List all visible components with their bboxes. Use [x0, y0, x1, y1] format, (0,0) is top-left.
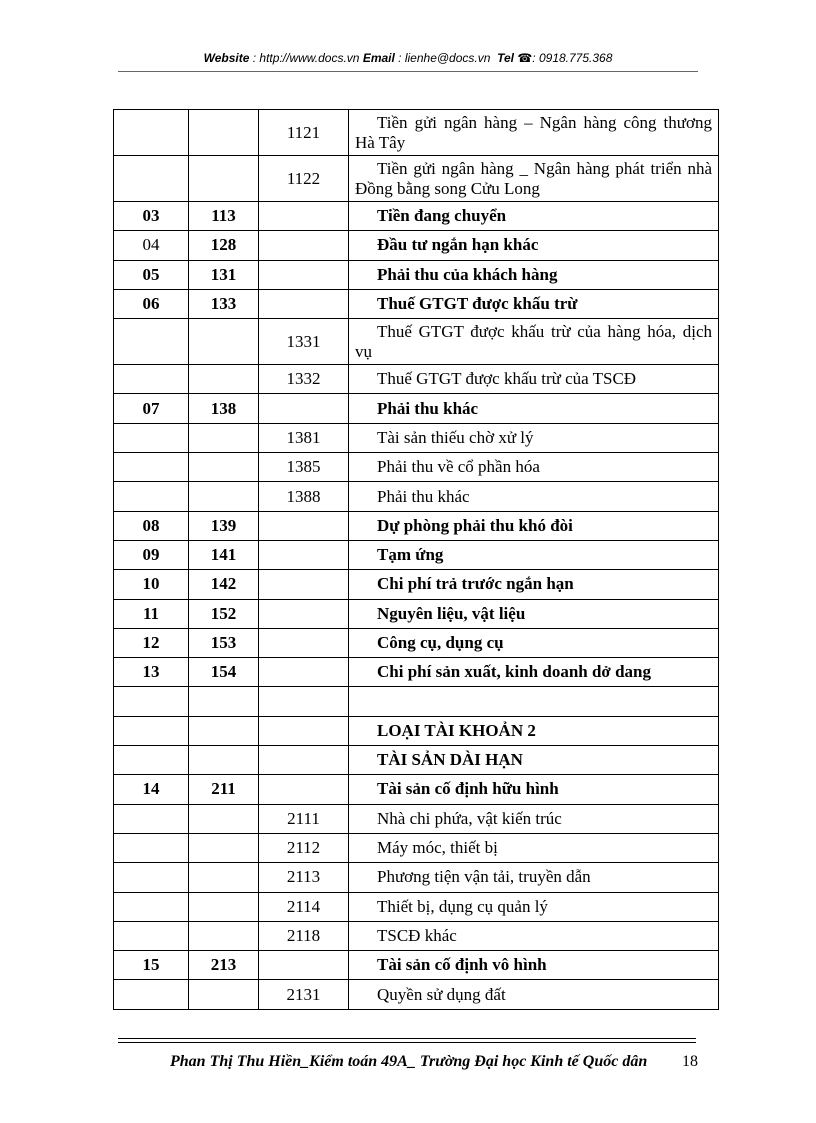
sub-account-code-cell: 2111 [259, 804, 349, 833]
tel-value: : 0918.775.368 [532, 51, 613, 65]
level-cell [114, 156, 189, 202]
account-name-text: Dự phòng phải thu khó đòi [377, 515, 573, 535]
level-cell: 10 [114, 570, 189, 599]
account-name-text: Phải thu khác [377, 486, 470, 506]
account-code-cell: 128 [189, 231, 259, 260]
account-name-cell [349, 202, 719, 231]
account-name-cell [349, 775, 719, 804]
table-row [114, 775, 719, 804]
account-name-cell [349, 951, 719, 980]
account-name-text: Máy móc, thiết bị [377, 838, 498, 858]
sub-account-code-cell [259, 540, 349, 569]
table-row [114, 746, 719, 775]
email-value[interactable]: lienhe@docs.vn [404, 51, 491, 65]
account-name-text: Tạm ứng [377, 545, 444, 565]
account-name-text: Tiền gửi ngân hàng – Ngân hàng công thương Hà Tây [355, 112, 712, 152]
table-row [114, 260, 719, 289]
level-cell [114, 423, 189, 452]
account-name-cell [349, 716, 719, 745]
sub-account-code-cell: 1121 [259, 110, 349, 156]
table-row [114, 863, 719, 892]
tel-label: Tel [497, 51, 514, 65]
account-name-text: TSCĐ khác [377, 925, 457, 945]
account-name-cell [349, 892, 719, 921]
account-code-cell: 152 [189, 599, 259, 628]
table-row [114, 482, 719, 511]
footer-author: Phan Thị Thu Hiền_Kiểm toán 49A_ Trường Đại học Kinh tế Quốc dân [170, 1053, 648, 1070]
account-name-text: Chi phí trả trước ngắn hạn [377, 574, 574, 594]
level-cell [114, 453, 189, 482]
website-label: Website [203, 51, 250, 65]
account-code-cell: 213 [189, 951, 259, 980]
sub-account-code-cell [259, 775, 349, 804]
footer-divider-top [118, 1038, 696, 1039]
level-cell: 13 [114, 658, 189, 687]
table-row [114, 628, 719, 657]
table-row [114, 511, 719, 540]
account-name-text: Phải thu khác [377, 398, 479, 418]
account-name-text: Tiền đang chuyển [377, 206, 507, 226]
account-code-cell: 141 [189, 540, 259, 569]
level-cell [114, 746, 189, 775]
account-code-cell: 154 [189, 658, 259, 687]
level-cell [114, 110, 189, 156]
account-name-cell [349, 423, 719, 452]
sub-account-code-cell: 1332 [259, 365, 349, 394]
account-name-text: Thuế GTGT được khấu trừ [377, 294, 578, 314]
account-name-cell [349, 260, 719, 289]
account-name-cell [349, 746, 719, 775]
account-name-text: Chi phí sản xuất, kinh doanh dở dang [377, 662, 652, 682]
sub-account-code-cell [259, 628, 349, 657]
email-label: Email [362, 51, 395, 65]
account-name-cell [349, 365, 719, 394]
account-name-cell [349, 453, 719, 482]
table-row [114, 687, 719, 716]
website-url[interactable]: http://www.docs.vn [259, 51, 360, 65]
account-code-cell [189, 833, 259, 862]
account-name-cell [349, 540, 719, 569]
phone-icon: ☎ [517, 51, 533, 65]
account-code-cell: 211 [189, 775, 259, 804]
sub-account-code-cell [259, 511, 349, 540]
account-name-cell [349, 110, 719, 156]
table-row [114, 319, 719, 365]
account-code-cell [189, 716, 259, 745]
account-name-cell [349, 156, 719, 202]
account-name-cell [349, 687, 719, 716]
table-row [114, 289, 719, 318]
account-name-text: Tài sản cố định vô hình [377, 955, 547, 975]
level-cell: 15 [114, 951, 189, 980]
account-code-cell [189, 423, 259, 452]
level-cell: 04 [114, 231, 189, 260]
table-row [114, 423, 719, 452]
sub-account-code-cell: 2112 [259, 833, 349, 862]
account-table [113, 109, 719, 1010]
level-cell: 07 [114, 394, 189, 423]
account-name-cell [349, 289, 719, 318]
level-cell [114, 980, 189, 1009]
level-cell [114, 319, 189, 365]
sub-account-code-cell: 2113 [259, 863, 349, 892]
account-code-cell [189, 921, 259, 950]
email-separator: : [394, 51, 405, 65]
account-name-text: Tiền gửi ngân hàng _ Ngân hàng phát triển nhà Đồng bằng song Cửu Long [355, 158, 712, 198]
sub-account-code-cell: 1122 [259, 156, 349, 202]
account-name-text: Công cụ, dụng cụ [377, 633, 504, 652]
sub-account-code-cell: 2118 [259, 921, 349, 950]
table-row [114, 202, 719, 231]
account-table-body [114, 110, 719, 1010]
table-row [114, 231, 719, 260]
table-row [114, 110, 719, 156]
sub-account-code-cell: 1385 [259, 453, 349, 482]
account-name-text: Tài sản cố định hữu hình [377, 779, 559, 799]
table-row [114, 892, 719, 921]
account-code-cell [189, 319, 259, 365]
account-code-cell: 113 [189, 202, 259, 231]
table-row [114, 156, 719, 202]
table-row [114, 570, 719, 599]
account-code-cell: 142 [189, 570, 259, 599]
table-row [114, 833, 719, 862]
level-cell: 06 [114, 289, 189, 318]
page-number: 18 [682, 1053, 698, 1070]
level-cell [114, 804, 189, 833]
sub-account-code-cell [259, 289, 349, 318]
account-name-cell [349, 804, 719, 833]
account-name-text: Phải thu về cổ phần hóa [377, 457, 540, 477]
account-code-cell [189, 110, 259, 156]
account-code-cell: 133 [189, 289, 259, 318]
account-code-cell [189, 453, 259, 482]
table-row [114, 599, 719, 628]
account-name-text: Thiết bị, dụng cụ quản lý [377, 896, 548, 916]
website-separator: : [249, 51, 260, 65]
sub-account-code-cell: 1388 [259, 482, 349, 511]
sub-account-code-cell [259, 202, 349, 231]
sub-account-code-cell [259, 260, 349, 289]
level-cell [114, 716, 189, 745]
table-row [114, 540, 719, 569]
account-name-cell [349, 319, 719, 365]
account-name-text: Quyền sử dụng đất [377, 984, 506, 1004]
table-row [114, 980, 719, 1009]
sub-account-code-cell [259, 716, 349, 745]
table-row [114, 394, 719, 423]
table-row [114, 921, 719, 950]
sub-account-code-cell [259, 951, 349, 980]
sub-account-code-cell: 2114 [259, 892, 349, 921]
account-name-text: Thuế GTGT được khấu trừ của hàng hóa, dịch vụ [355, 321, 712, 361]
table-row [114, 804, 719, 833]
level-cell: 12 [114, 628, 189, 657]
account-name-text: Tài sản thiếu chờ xử lý [377, 427, 534, 447]
account-name-text: Phải thu của khách hàng [377, 264, 558, 284]
level-cell: 08 [114, 511, 189, 540]
level-cell [114, 687, 189, 716]
level-cell [114, 833, 189, 862]
table-row [114, 453, 719, 482]
sub-account-code-cell: 2131 [259, 980, 349, 1009]
account-name-text: Phương tiện vận tải, truyền dẫn [377, 867, 591, 887]
table-row [114, 365, 719, 394]
account-name-cell [349, 658, 719, 687]
account-code-cell [189, 980, 259, 1009]
level-cell [114, 365, 189, 394]
level-cell [114, 892, 189, 921]
level-cell: 03 [114, 202, 189, 231]
account-code-cell [189, 863, 259, 892]
sub-account-code-cell [259, 231, 349, 260]
account-name-text: Thuế GTGT được khấu trừ của TSCĐ [377, 369, 637, 389]
account-name-cell [349, 628, 719, 657]
account-name-cell [349, 482, 719, 511]
level-cell: 05 [114, 260, 189, 289]
sub-account-code-cell [259, 658, 349, 687]
account-code-cell [189, 892, 259, 921]
account-name-text: Đầu tư ngắn hạn khác [377, 235, 539, 255]
account-code-cell [189, 746, 259, 775]
sub-account-code-cell [259, 599, 349, 628]
sub-account-code-cell: 1331 [259, 319, 349, 365]
page-header [0, 51, 816, 65]
sub-account-code-cell [259, 746, 349, 775]
level-cell: 11 [114, 599, 189, 628]
table-row [114, 716, 719, 745]
header-divider [118, 71, 698, 72]
account-name-text: Nguyên liệu, vật liệu [377, 603, 526, 623]
account-name-cell [349, 570, 719, 599]
account-code-cell [189, 804, 259, 833]
sub-account-code-cell: 1381 [259, 423, 349, 452]
account-code-cell [189, 365, 259, 394]
account-code-cell [189, 156, 259, 202]
level-cell: 09 [114, 540, 189, 569]
level-cell [114, 921, 189, 950]
account-code-cell: 131 [189, 260, 259, 289]
account-name-cell [349, 511, 719, 540]
account-name-cell [349, 394, 719, 423]
account-code-cell: 138 [189, 394, 259, 423]
account-code-cell [189, 687, 259, 716]
table-row [114, 951, 719, 980]
account-name-cell [349, 921, 719, 950]
sub-account-code-cell [259, 570, 349, 599]
account-code-cell: 153 [189, 628, 259, 657]
account-name-cell [349, 231, 719, 260]
account-code-cell: 139 [189, 511, 259, 540]
account-name-cell [349, 863, 719, 892]
account-name-text: TÀI SẢN DÀI HẠN [377, 750, 523, 770]
table-row [114, 658, 719, 687]
sub-account-code-cell [259, 687, 349, 716]
level-cell: 14 [114, 775, 189, 804]
sub-account-code-cell [259, 394, 349, 423]
level-cell [114, 482, 189, 511]
account-code-cell [189, 482, 259, 511]
footer-divider-bottom [118, 1042, 696, 1043]
account-name-text: Nhà chi phứa, vật kiến trúc [377, 808, 562, 828]
account-name-cell [349, 980, 719, 1009]
account-name-cell [349, 833, 719, 862]
account-name-cell [349, 599, 719, 628]
account-name-text: LOẠI TÀI KHOẢN 2 [377, 720, 536, 740]
level-cell [114, 863, 189, 892]
